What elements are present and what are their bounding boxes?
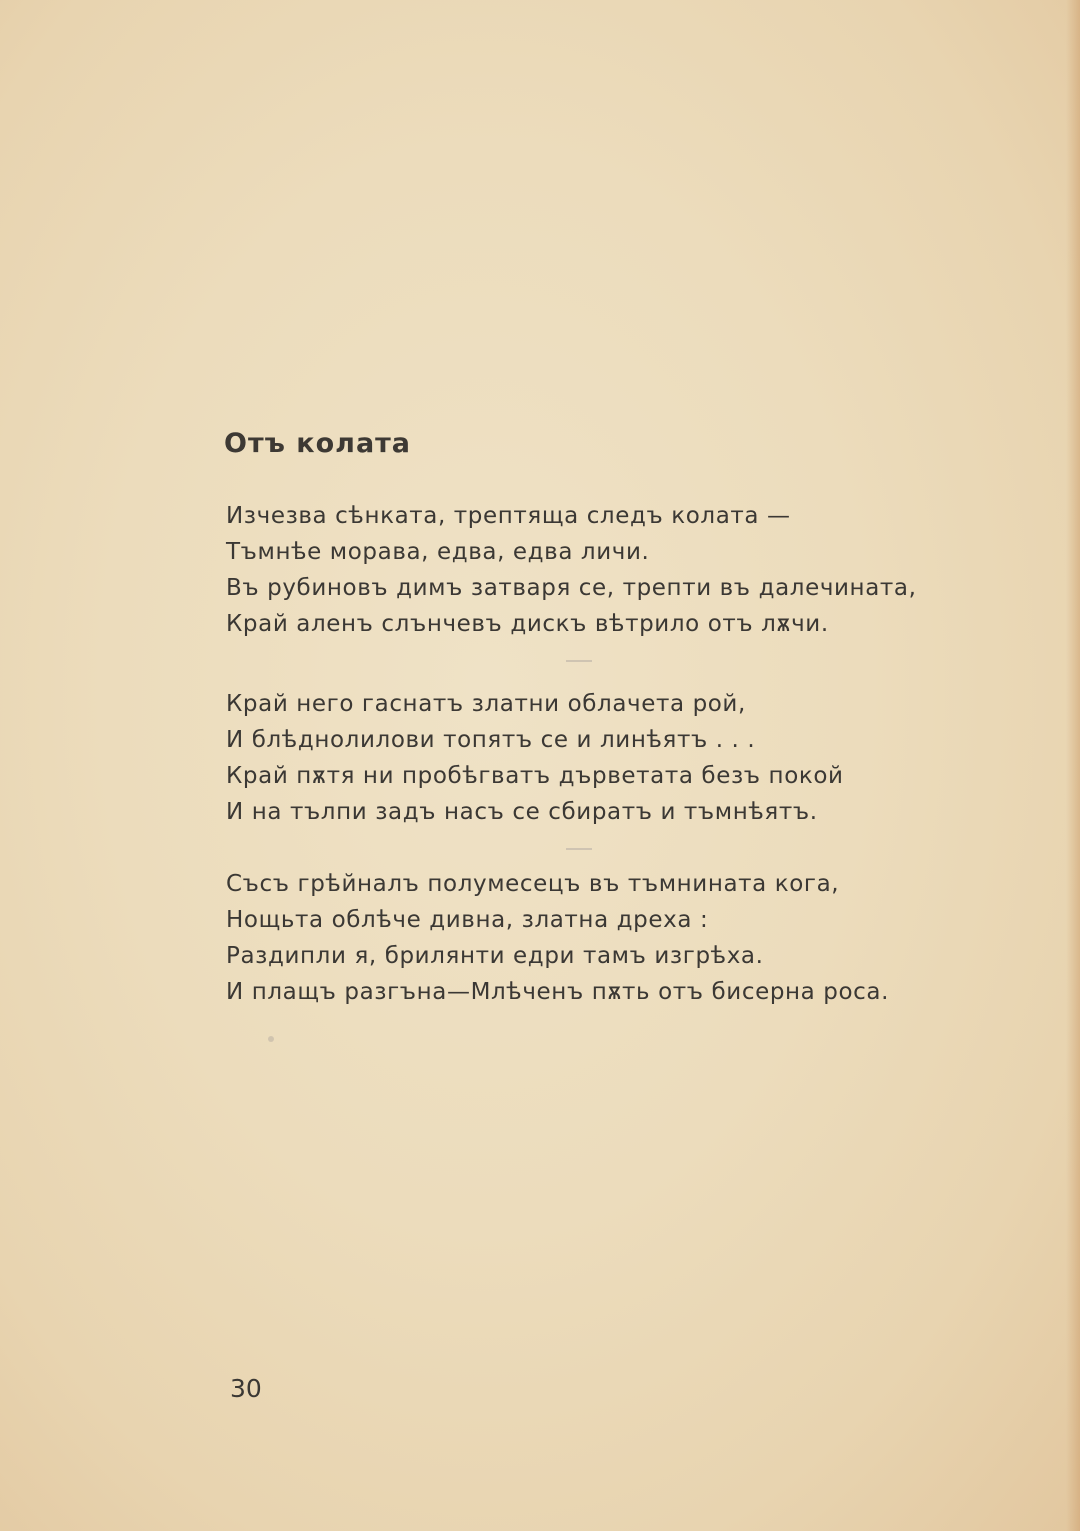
poem-line: Съсъ грѣйналъ полумесецъ въ тъмнината кога, [226,871,840,897]
poem-line: Тъмнѣе морава, едва, едва личи. [226,539,650,565]
poem-line: Край него гаснатъ златни облачета рой, [226,691,746,717]
poem-line: И на тълпи задъ насъ се сбиратъ и тъмнѣятъ. [226,799,818,825]
poem-line: Край аленъ слънчевъ дискъ вѣтрило отъ лѫчи. [226,611,829,637]
paper-speck [268,1036,274,1042]
poem-line: И плащъ разгъна—Млѣченъ пѫть отъ бисерна роса. [226,979,889,1005]
poem-line: Раздипли я, брилянти едри тамъ изгрѣха. [226,943,764,969]
stanza-3 [226,866,966,1010]
stanza-divider [566,848,592,850]
stanza-divider [566,660,592,662]
page-number: 30 [230,1374,262,1403]
stanza-1 [226,498,966,642]
poem-title: Отъ колата [224,428,412,459]
poem-line: Нощьта облѣче дивна, златна дреха : [226,907,709,933]
poem-line: Край пѫтя ни пробѣгватъ дърветата безъ покой [226,763,844,789]
stanza-2 [226,686,966,830]
poem-line: Изчезва сѣнката, трептяща следъ колата — [226,503,791,529]
poem-line: Въ рубиновъ димъ затваря се, трепти въ далечината, [226,575,917,601]
poem-line: И блѣднолилови топятъ се и линѣятъ . . . [226,727,756,753]
page-edge-shadow [1066,0,1080,1531]
